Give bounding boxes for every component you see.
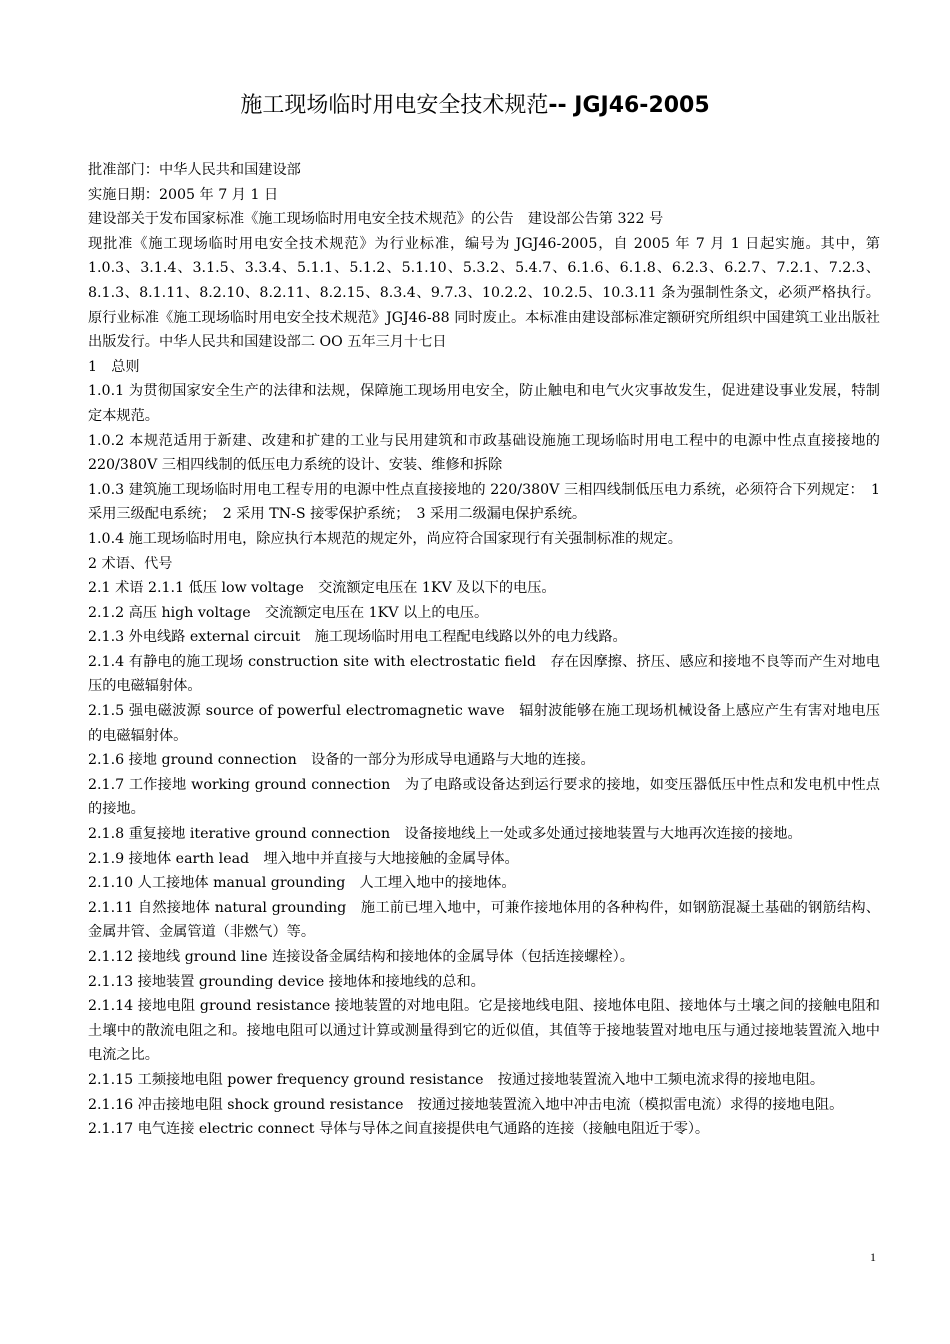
announcement-body: 现批准《施工现场临时用电安全技术规范》为行业标准，编号为 JGJ46-2005，自 2005 年 7 月 1 日起实施。其中，第 1.0.3、3.1.4、3.1.5、3.3.4、5.1.1、5.1.2、5.1.10、5.3.2、5.4.7、6.1.6、6.1.8、6.2.3、6.2.7、7.2.1、7.2.3、8.1.3、8.1.11、8.2.10、8.2.11、8.2.15、8.3.4、9.7.3、10.2.2、10.2.5、10.3.11 条为强制性条文，必须严格执行。原行业标准《施工现场临时用电安全技术规范》JGJ46-88 同时废止。本标准由建设部标准定额研究所组织中国建筑工业出版社出版发行。中华人民共和国建设部二 OO 五年三月十七日 xyxy=(88,235,880,351)
approval-dept: 批准部门：中华人民共和国建设部 xyxy=(88,162,301,178)
clause: 1.0.1 为贯彻国家安全生产的法律和法规，保障施工现场用电安全，防止触电和电气火灾事故发生，促进建设事业发展，特制定本规范。 xyxy=(88,383,880,424)
title-chinese: 施工现场临时用电安全技术规范 xyxy=(240,93,549,118)
term-clause: 2.1.4 有静电的施工现场 construction site with electrostatic field 存在因摩擦、挤压、感应和接地不良等而产生对地电压的电磁辐射体。 xyxy=(88,653,880,695)
term-clause: 2.1.12 接地线 ground line 连接设备金属结构和接地体的金属导体（包括连接螺栓）。 xyxy=(88,949,634,965)
page-number: 1 xyxy=(870,1250,876,1264)
term-clause: 2.1.13 接地装置 grounding device 接地体和接地线的总和。 xyxy=(88,973,485,990)
term-clause: 2.1.9 接地体 earth lead 埋入地中并直接与大地接触的金属导体。 xyxy=(88,850,519,867)
term-clause: 2.1.3 外电线路 external circuit 施工现场临时用电工程配电线路以外的电力线路。 xyxy=(88,629,627,646)
document-title xyxy=(0,92,950,120)
term-clause: 2.1.17 电气连接 electric connect 导体与导体之间直接提供电气通路的连接（接触电阻近于零）。 xyxy=(88,1121,710,1138)
clause: 1.0.2 本规范适用于新建、改建和扩建的工业与民用建筑和市政基础设施施工现场临时用电工程中的电源中性点直接接地的 220/380V 三相四线制的低压电力系统的设计、安装、维修和拆除 xyxy=(88,432,880,474)
announcement-line: 建设部关于发布国家标准《施工现场临时用电安全技术规范》的公告 建设部公告第 322 号 xyxy=(88,211,664,228)
term-clause: 2.1 术语 2.1.1 低压 low voltage 交流额定电压在 1KV 及以下的电压。 xyxy=(88,580,556,597)
clause: 1.0.4 施工现场临时用电，除应执行本规范的规定外，尚应符合国家现行有关强制标准的规定。 xyxy=(88,530,682,547)
term-clause: 2.1.2 高压 high voltage 交流额定电压在 1KV 以上的电压。 xyxy=(88,604,489,621)
term-clause: 2.1.11 自然接地体 natural grounding 施工前已埋入地中，可兼作接地体用的各种构件，如钢筋混凝土基础的钢筋结构、金属井管、金属管道（非燃气）等。 xyxy=(88,899,880,941)
term-clause: 2.1.7 工作接地 working ground connection 为了电路或设备达到运行要求的接地，如变压器低压中性点和发电机中性点的接地。 xyxy=(88,776,880,818)
effective-date: 实施日期：2005 年 7 月 1 日 xyxy=(88,186,279,203)
title-code: JGJ46-2005 xyxy=(574,93,710,118)
section-heading: 2 术语、代号 xyxy=(88,555,173,572)
title-separator: -- xyxy=(548,93,575,118)
section-heading: 1 总则 xyxy=(88,358,140,375)
term-clause: 2.1.10 人工接地体 manual grounding 人工埋入地中的接地体。 xyxy=(88,875,516,892)
term-clause: 2.1.6 接地 ground connection 设备的一部分为形成导电通路与大地的连接。 xyxy=(88,752,595,769)
term-clause: 2.1.15 工频接地电阻 power frequency ground resistance 按通过接地装置流入地中工频电流求得的接地电阻。 xyxy=(88,1071,825,1088)
term-clause: 2.1.16 冲击接地电阻 shock ground resistance 按通过接地装置流入地中冲击电流（模拟雷电流）求得的接地电阻。 xyxy=(88,1096,844,1113)
term-clause: 2.1.14 接地电阻 ground resistance 接地装置的对地电阻。它是接地线电阻、接地体电阻、接地体与土壤之间的接触电阻和土壤中的散流电阻之和。接地电阻可以通过计算或测量得到它的近似值，其值等于接地装置对地电压与通过接地装置流入地中电流之比。 xyxy=(88,998,880,1064)
term-clause: 2.1.8 重复接地 iterative ground connection 设备接地线上一处或多处通过接地装置与大地再次连接的接地。 xyxy=(88,826,802,843)
document-body xyxy=(88,158,880,1142)
clause: 1.0.3 建筑施工现场临时用电工程专用的电源中性点直接接地的 220/380V 三相四线制低压电力系统，必须符合下列规定： 1 采用三级配电系统； 2 采用 TN-S 接零保护系统； 3 采用二级漏电保护系统。 xyxy=(88,481,880,523)
term-clause: 2.1.5 强电磁波源 source of powerful electromagnetic wave 辐射波能够在施工现场机械设备上感应产生有害对地电压的电磁辐射体。 xyxy=(88,703,880,744)
